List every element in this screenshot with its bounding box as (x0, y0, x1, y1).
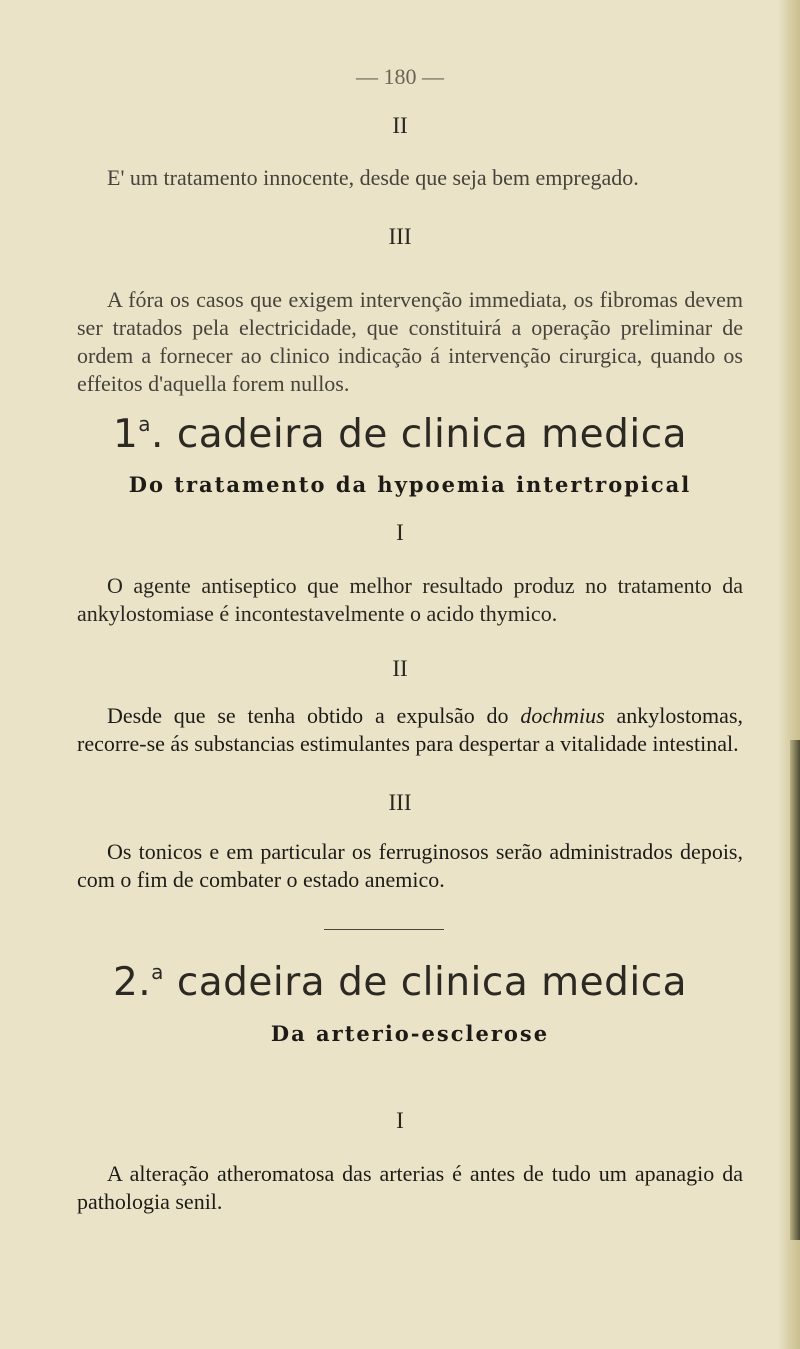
heading-superscript: a (151, 960, 164, 984)
item-number-ii: II (392, 113, 408, 138)
paragraph-i-text: A alteração atheromatosa das arterias é antes de tudo um apanagio da pathologia senil. (77, 1161, 743, 1214)
paragraph-ii (77, 702, 743, 758)
paragraph-ii-italic: dochmius (520, 703, 605, 728)
section-heading-2 (0, 960, 800, 1005)
item-number-iii: III (388, 224, 412, 249)
section-divider (324, 929, 444, 930)
item-number-i: I (396, 520, 404, 545)
heading-text: . cadeira de clinica medica (151, 412, 688, 457)
paragraph-i (77, 1160, 743, 1216)
paragraph-iii (77, 286, 743, 398)
paragraph-ii-text-a: Desde que se tenha obtido a expulsão do (107, 703, 521, 728)
heading-number: 1 (112, 412, 139, 457)
paragraph-iii (77, 838, 743, 894)
paragraph-ii (77, 164, 743, 192)
heading-superscript: a (138, 412, 152, 436)
section-heading-1 (0, 412, 800, 457)
paragraph-iii-text: Os tonicos e em particular os ferruginosos serão administrados depois, com o fim de combater o estado anemico. (77, 839, 743, 892)
paragraph-i (77, 572, 743, 628)
paragraph-ii-text-b: ankylostomas, recorre-se ás substancias estimulantes para despertar a vitalidade intestinal. (77, 703, 743, 756)
item-number-ii: II (392, 656, 408, 681)
paragraph-iii-text: A fóra os casos que exigem intervenção immediata, os fibromas devem ser tratados pela electricidade, que constituirá a operação preliminar de ordem a fornecer ao clinico indicação á intervenção cirurgica, quando os effeitos d'aquella forem nullos. (77, 287, 743, 396)
item-number-iii: III (388, 790, 412, 815)
page-number: — 180 — (356, 64, 444, 89)
heading-number: 2. (112, 960, 152, 1005)
section-subheading-1: Do tratamento da hypoemia intertropical (128, 472, 692, 497)
paragraph-ii-text: E' um tratamento innocente, desde que seja bem empregado. (107, 165, 639, 190)
item-number-i: I (396, 1108, 404, 1133)
heading-text: cadeira de clinica medica (163, 960, 688, 1005)
section-subheading-2: Da arterio-esclerose (270, 1021, 550, 1046)
paragraph-i-text: O agente antiseptico que melhor resultado produz no tratamento da ankylostomiase é incontestavelmente o acido thymico. (77, 573, 743, 626)
